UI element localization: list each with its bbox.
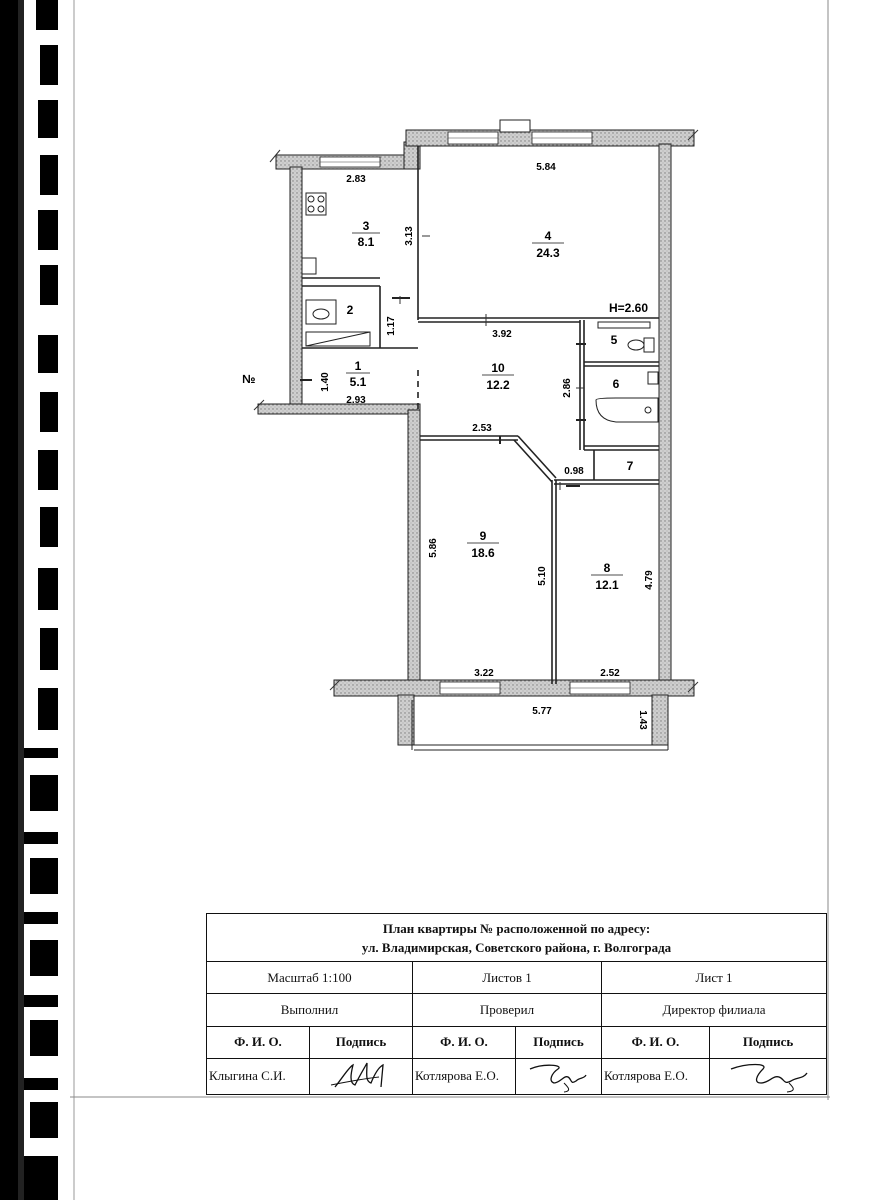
dimension-3-22: 3.22: [474, 668, 494, 679]
room-2-number: 2: [346, 303, 354, 317]
plan-title-line-2: ул. Владимирская, Советского района, г. Волгограда: [361, 939, 672, 955]
dimension-3-92: 3.92: [492, 329, 512, 340]
dimension-3-13: 3.13: [404, 226, 415, 246]
room-3-area: 8.1: [357, 235, 375, 249]
room-4-number: 4: [544, 229, 552, 243]
room-10-label: [482, 361, 514, 392]
dimension-5-10: 5.10: [537, 566, 548, 586]
dimension-5-77: 5.77: [532, 706, 552, 717]
room-6-number: 6: [612, 377, 620, 391]
room-1-area: 5.1: [349, 375, 367, 389]
interior-walls: [302, 146, 659, 684]
dimension-1-43: 1.43: [637, 710, 648, 730]
signature-header-2: Подпись: [516, 1026, 602, 1058]
performer-signature: [310, 1058, 413, 1094]
apartment-marker: №: [242, 372, 256, 386]
dimension-2-93: 2.93: [346, 395, 366, 406]
room-7-number: 7: [626, 459, 634, 473]
checked-by-header: Проверил: [413, 994, 602, 1026]
room-3-label: [352, 219, 380, 249]
room-1-label: [346, 359, 370, 389]
checker-signature: [516, 1058, 602, 1094]
room-8-label: [591, 561, 623, 592]
checker-name: Котлярова Е.О.: [413, 1058, 516, 1094]
dimension-2-86: 2.86: [562, 378, 573, 398]
dimension-5-84: 5.84: [536, 162, 556, 173]
director-header: Директор филиала: [602, 994, 827, 1026]
sheets-count-cell: Листов 1: [413, 962, 602, 994]
room-9-area: 18.6: [471, 546, 495, 560]
dimension-0-98: 0.98: [564, 466, 584, 477]
room-3-number: 3: [362, 219, 370, 233]
dimension-5-86: 5.86: [428, 538, 439, 558]
room-4-label: [532, 229, 564, 260]
room-8-number: 8: [603, 561, 611, 575]
plan-title-line-1: План квартиры № расположенной по адресу:: [382, 920, 651, 936]
dimension-2-83: 2.83: [346, 174, 366, 185]
room-9-number: 9: [479, 529, 487, 543]
room-10-area: 12.2: [486, 378, 510, 392]
dimension-2-53: 2.53: [472, 423, 492, 434]
fio-header-1: Ф. И. О.: [207, 1026, 310, 1058]
performed-by-header: Выполнил: [207, 994, 413, 1026]
dimension-4-79: 4.79: [644, 570, 655, 590]
dimension-2-52: 2.52: [600, 668, 620, 679]
fio-header-2: Ф. И. О.: [413, 1026, 516, 1058]
director-signature: [710, 1058, 827, 1094]
ceiling-height-label: H=2.60: [609, 301, 649, 315]
scale-cell: Масштаб 1:100: [207, 962, 413, 994]
plan-title: [207, 914, 827, 962]
room-10-number: 10: [491, 361, 505, 375]
room-1-number: 1: [354, 359, 362, 373]
director-name: Котлярова Е.О.: [602, 1058, 710, 1094]
fixtures: [300, 193, 658, 486]
dimension-1-17: 1.17: [386, 316, 397, 336]
signature-header-1: Подпись: [310, 1026, 413, 1058]
performer-name: Клыгина С.И.: [207, 1058, 310, 1094]
room-4-area: 24.3: [536, 246, 560, 260]
room-5-number: 5: [610, 333, 618, 347]
room-8-area: 12.1: [595, 578, 619, 592]
signature-header-3: Подпись: [710, 1026, 827, 1058]
title-block: [206, 913, 827, 1095]
room-9-label: [467, 529, 499, 560]
fio-header-3: Ф. И. О.: [602, 1026, 710, 1058]
sheet-number-cell: Лист 1: [602, 962, 827, 994]
dimension-1-40: 1.40: [320, 372, 331, 392]
